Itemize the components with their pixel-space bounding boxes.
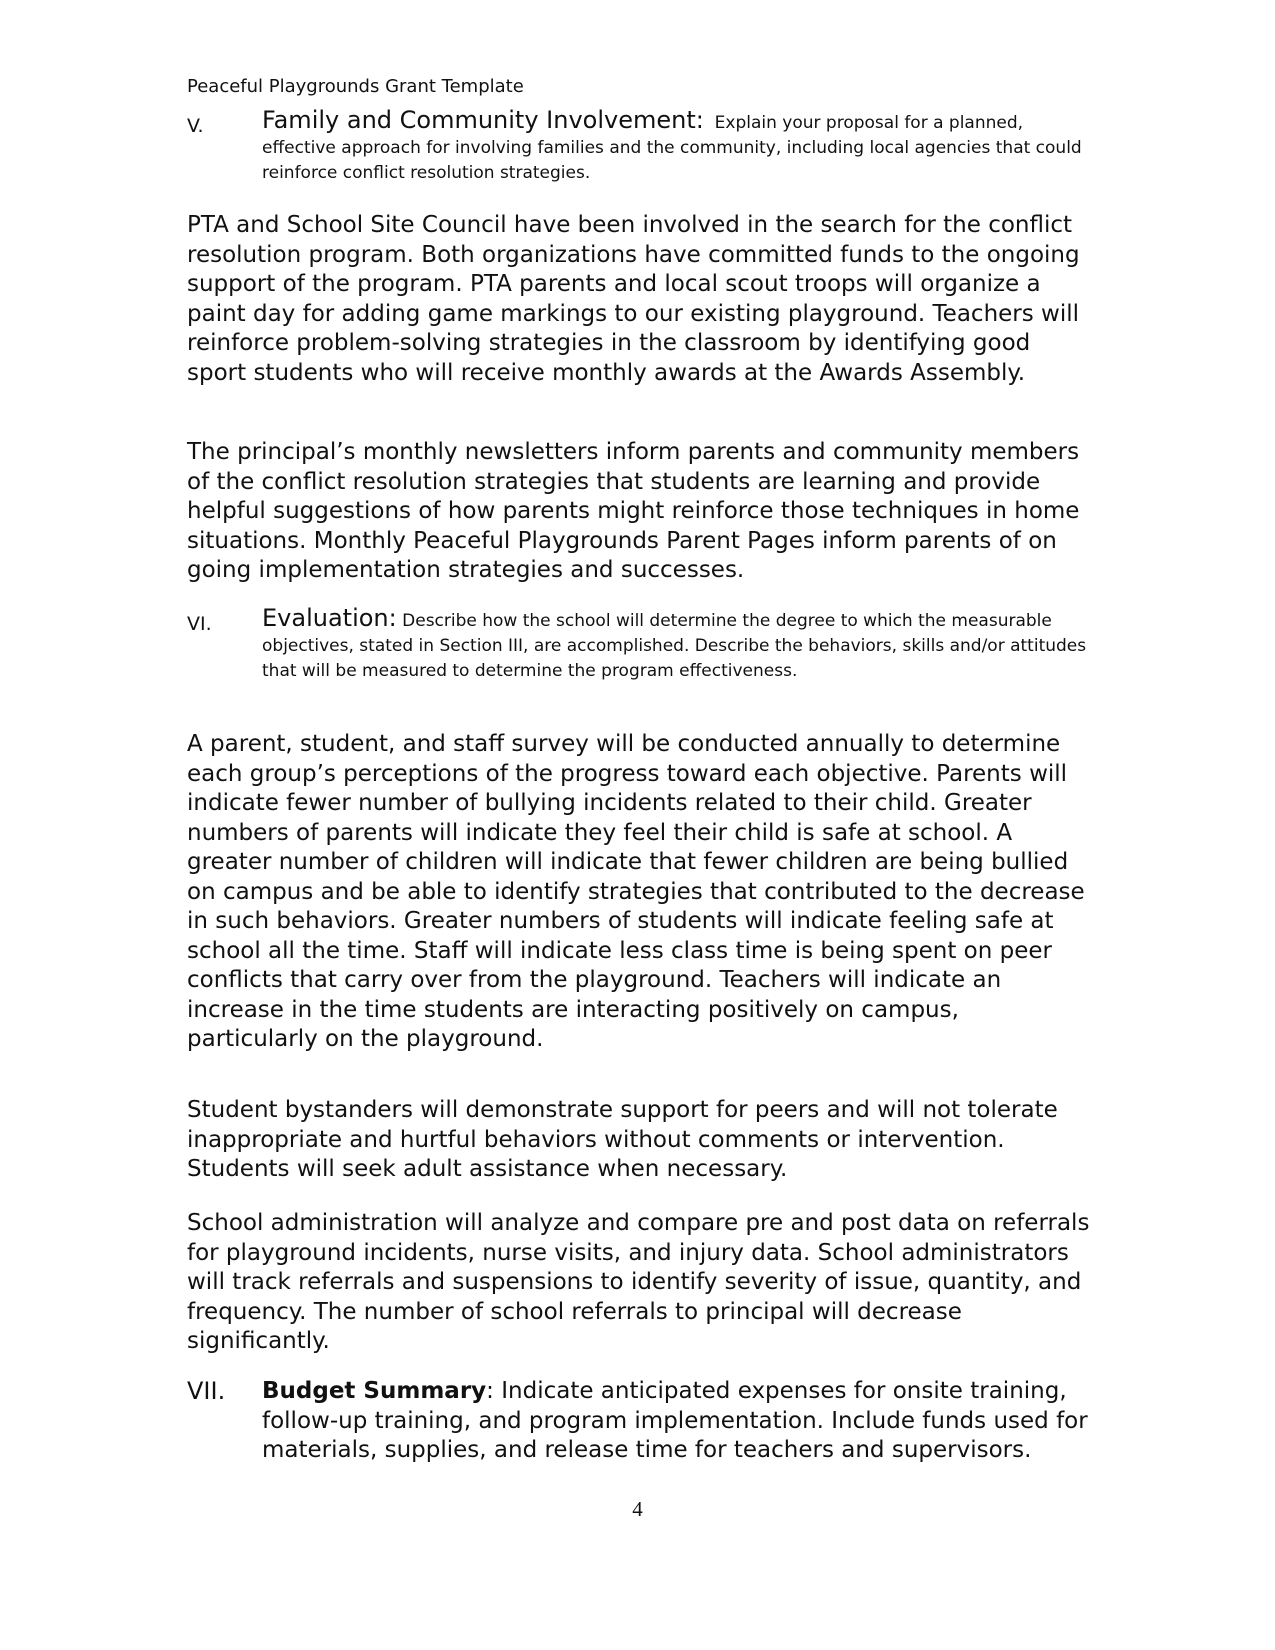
- section-vii-title: Budget Summary: [262, 1378, 487, 1404]
- section-v-title: Family and Community Involvement: [262, 106, 696, 134]
- section-vi-number: VI.: [187, 613, 212, 635]
- paragraph-principal-newsletters: The principal’s monthly newsletters inform parents and community members of the conflict resolution strategies that students are learning and provide helpful suggestions of how parents might reinforce those techniques in home situations. Monthly Peaceful Playgrounds Parent Pages inform parents of on going implementation strategies and successes.: [187, 439, 1080, 583]
- section-vii-colon: :: [486, 1378, 502, 1404]
- section-v-number: V.: [187, 115, 204, 137]
- section-v-description: Explain your proposal for a planned, effective approach for involving families and the community, including local agencies that could reinforce conflict resolution strategies.: [262, 113, 1082, 183]
- paragraph-student-bystanders: Student bystanders will demonstrate support for peers and will not tolerate inappropriate and hurtful behaviors without comments or intervention. Students will seek adult assistance when necessary.: [187, 1097, 1058, 1182]
- section-vii-description: Indicate anticipated expenses for onsite training, follow-up training, and program implementation. Include funds used for materials, supplies, and release time for teachers and supervisors.: [262, 1378, 1088, 1463]
- section-vi-description: Describe how the school will determine the degree to which the measurable objectives, stated in Section III, are accomplished. Describe the behaviors, skills and/or attitudes that will be measured to determine the program effectiveness.: [262, 611, 1087, 681]
- section-v-colon: :: [695, 106, 704, 134]
- paragraph-pta-involvement: PTA and School Site Council have been involved in the search for the conflict resolution program. Both organizations have committed funds to the ongoing support of the program. PTA parents and local scout troops will organize a paint day for adding game markings to our existing playground. Teachers will reinforce problem-solving strategies in the classroom by identifying good sport students who will receive monthly awards at the Awards Assembly.: [187, 212, 1080, 386]
- section-vii-number: VII.: [187, 1377, 226, 1405]
- section-vii-body: [262, 1377, 1092, 1466]
- section-vi-colon: :: [388, 604, 397, 632]
- section-v-body: [262, 108, 1092, 186]
- section-vi-title: Evaluation: [262, 604, 389, 632]
- paragraph-school-administration: School administration will analyze and compare pre and post data on referrals for playground incidents, nurse visits, and injury data. School administrators will track referrals and suspensions to identify severity of issue, quantity, and frequency. The number of school referrals to principal will decrease significantly.: [187, 1210, 1090, 1354]
- running-header: Peaceful Playgrounds Grant Template: [187, 76, 524, 97]
- section-vi-body: [262, 606, 1092, 684]
- page-number: 4: [632, 1497, 643, 1521]
- paragraph-survey: A parent, student, and staff survey will be conducted annually to determine each group’s perceptions of the progress toward each objective. Parents will indicate fewer number of bullying incidents related to their child. Greater numbers of parents will indicate they feel their child is safe at school. A greater number of children will indicate that fewer children are being bullied on campus and be able to identify strategies that contributed to the decrease in such behaviors. Greater numbers of students will indicate feeling safe at school all the time. Staff will indicate less class time is being spent on peer conflicts that carry over from the playground. Teachers will indicate an increase in the time students are interacting positively on campus, particularly on the playground.: [187, 731, 1085, 1052]
